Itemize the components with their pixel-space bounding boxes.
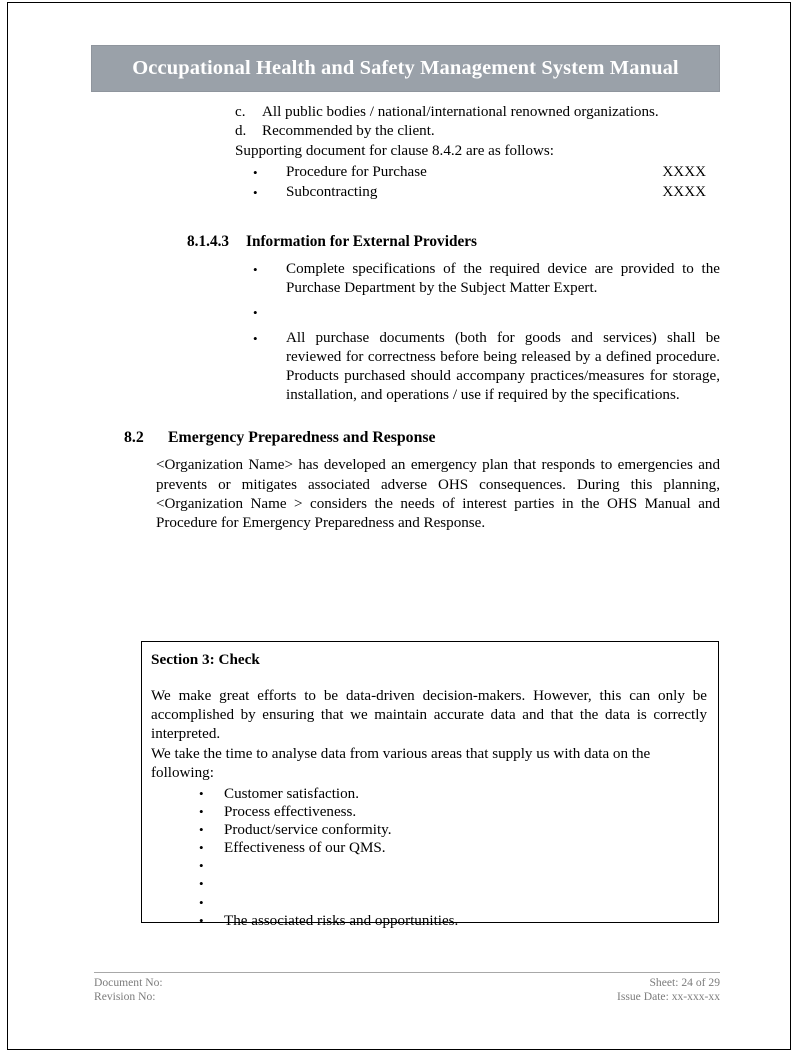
list-item <box>235 103 720 122</box>
footer-row-bottom <box>94 990 720 1004</box>
bullet-icon: • <box>253 184 258 200</box>
list-item <box>199 912 707 930</box>
document-body <box>0 103 798 533</box>
list-item-text: Customer satisfaction. <box>224 786 359 803</box>
section-box-bullet-list <box>151 785 707 930</box>
list-item-redacted <box>199 894 707 912</box>
supporting-doc-code: XXXX <box>662 163 706 180</box>
bullet-icon: • <box>199 858 204 874</box>
list-item <box>199 803 707 821</box>
list-item-redacted <box>199 875 707 893</box>
page-title: Occupational Health and Safety Management System Manual <box>132 57 679 79</box>
bullet-icon: • <box>253 262 258 278</box>
footer-issue-date: Issue Date: xx-xxx-xx <box>616 990 720 1004</box>
supporting-doc-code: XXXX <box>662 183 706 200</box>
bullet-text: Complete specifications of the required device are provided to the Purchase Department by the Subject Matter Expert. <box>286 261 720 297</box>
supporting-doc-row <box>253 183 706 202</box>
supporting-doc-row <box>253 163 706 182</box>
bullet-icon: • <box>253 330 258 346</box>
heading-text: Emergency Preparedness and Response <box>168 429 436 447</box>
bullet-icon: • <box>199 840 204 856</box>
list-item-text: All public bodies / national/international renowned organizations. <box>262 104 659 120</box>
bullet-icon: • <box>199 804 204 820</box>
supporting-doc-label: Procedure for Purchase <box>286 163 427 180</box>
heading-text: Information for External Providers <box>246 233 477 251</box>
alpha-list <box>0 103 798 141</box>
bullet-icon: • <box>253 305 258 321</box>
document-header-banner <box>91 45 720 92</box>
bullet-icon: • <box>199 786 204 802</box>
list-item-text-redacted <box>224 857 707 875</box>
heading-8-1-4-3 <box>187 233 798 251</box>
bullet-icon: • <box>199 822 204 838</box>
list-marker: c. <box>235 104 246 120</box>
bullet-icon: • <box>253 164 258 180</box>
supporting-doc-label: Subcontracting <box>286 183 378 200</box>
supporting-document-line: Supporting document for clause 8.4.2 are as follows: <box>235 143 554 160</box>
list-item-text: Recommended by the client. <box>262 123 435 140</box>
paragraph-8-2: <Organization Name> has developed an emergency plan that responds to emergencies and prevents or mitigates associated adverse OHS consequences. During this planning, <Organization Name > considers the needs of interest parties in the OHS Manual and Procedure for Emergency Preparedness and Response. <box>156 457 720 532</box>
external-provider-bullet <box>253 260 720 298</box>
bullet-text-redacted <box>286 303 720 322</box>
list-item <box>235 122 720 141</box>
list-item <box>199 785 707 803</box>
page-footer <box>94 972 720 1005</box>
section-3-check-box <box>141 641 719 929</box>
heading-8-2 <box>124 429 798 447</box>
heading-number: 8.1.4.3 <box>187 233 230 251</box>
external-provider-bullet-redacted <box>253 303 720 322</box>
list-item-text-redacted <box>224 894 707 912</box>
list-item-text: Product/service conformity. <box>224 822 392 839</box>
bullet-icon: • <box>199 912 204 928</box>
external-provider-bullet <box>253 329 720 406</box>
footer-row-top <box>94 976 720 990</box>
heading-number: 8.2 <box>124 429 144 447</box>
bullet-icon: • <box>199 876 204 892</box>
footer-document-no: Document No: <box>94 976 163 989</box>
footer-revision-no: Revision No: <box>94 990 156 1004</box>
list-item-text-redacted <box>224 875 707 893</box>
list-item <box>199 821 707 839</box>
section-box-paragraph-2: We take the time to analyse data from various areas that supply us with data on the following: <box>151 745 651 781</box>
list-item-redacted <box>199 857 707 875</box>
section-box-title: Section 3: Check <box>151 651 260 668</box>
list-item-text: Effectiveness of our QMS. <box>224 840 386 857</box>
list-item <box>199 839 707 857</box>
bullet-icon: • <box>199 894 204 910</box>
list-item-text: The associated risks and opportunities. <box>224 912 459 929</box>
footer-sheet-number: Sheet: 24 of 29 <box>649 976 720 989</box>
list-item-text: Process effectiveness. <box>224 804 357 821</box>
section-box-paragraph-1: We make great efforts to be data-driven decision-makers. However, this can only be accomplished by ensuring that we maintain accurate data and that the data is correctly interpreted. <box>151 688 707 743</box>
bullet-text: All purchase documents (both for goods and services) shall be reviewed for correctness before being released by a defined procedure. Products purchased should accompany practices/measures for storage, installation, and operations / use if required by the specifications. <box>286 329 720 404</box>
list-marker: d. <box>235 123 247 140</box>
